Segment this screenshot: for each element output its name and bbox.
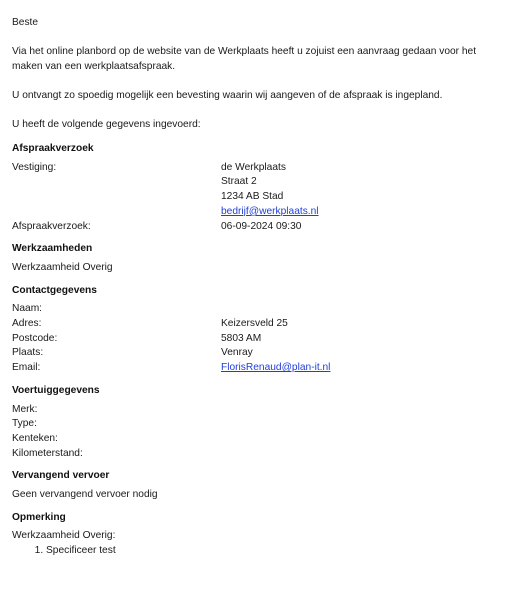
- vestiging-value: [221, 161, 497, 220]
- confirmation-paragraph: U ontvangt zo spoedig mogelijk een bevesting waarin wij aangeven of de afspraak is ingepland.: [12, 90, 443, 102]
- vervangend-vervoer-value: Geen vervangend vervoer nodig: [12, 489, 158, 501]
- row-merk: [12, 403, 497, 418]
- afspraak-label: Afspraakverzoek:: [12, 220, 91, 232]
- row-postcode: [12, 332, 497, 347]
- row-naam: [12, 302, 497, 317]
- row-email: [12, 361, 497, 376]
- postcode-value: 5803 AM: [221, 332, 262, 344]
- vestiging-label: Vestiging:: [12, 161, 57, 173]
- kilometerstand-label: Kilometerstand:: [12, 447, 83, 459]
- section-voertuiggegevens: [12, 384, 497, 462]
- row-vestiging: [12, 161, 497, 220]
- row-plaats: [12, 346, 497, 361]
- contact-email-link[interactable]: FlorisRenaud@plan-it.nl: [221, 362, 331, 374]
- section-opmerking: [12, 511, 497, 559]
- section-vervangend-vervoer: [12, 469, 497, 502]
- type-value: [221, 417, 497, 432]
- email-label: Email:: [12, 362, 41, 374]
- kenteken-label: Kenteken:: [12, 432, 58, 444]
- kenteken-value: [221, 432, 497, 447]
- vestiging-name: de Werkplaats: [221, 161, 286, 173]
- section-heading: Opmerking: [12, 511, 66, 523]
- postcode-label: Postcode:: [12, 332, 58, 344]
- werkzaamheid-item: Werkzaamheid Overig: [12, 261, 113, 273]
- row-afspraakverzoek: [12, 220, 497, 235]
- section-werkzaamheden: [12, 242, 497, 275]
- kilometerstand-value: [221, 447, 497, 462]
- type-label: Type:: [12, 418, 37, 430]
- vestiging-city: 1234 AB Stad: [221, 191, 284, 203]
- row-adres: [12, 317, 497, 332]
- opmerking-line: Werkzaamheid Overig:: [12, 530, 116, 542]
- section-heading: Voertuiggegevens: [12, 384, 100, 396]
- row-type: [12, 417, 497, 432]
- greeting: Beste: [12, 17, 39, 28]
- section-heading: Contactgegevens: [12, 284, 97, 296]
- merk-label: Merk:: [12, 403, 38, 415]
- adres-value: Keizersveld 25: [221, 318, 288, 330]
- section-contactgegevens: [12, 284, 497, 376]
- section-heading: Afspraakverzoek: [12, 143, 94, 155]
- section-afspraakverzoek: [12, 142, 497, 234]
- opmerking-list: [12, 544, 497, 559]
- naam-value: [221, 302, 497, 317]
- row-kilometerstand: [12, 447, 497, 462]
- row-kenteken: [12, 432, 497, 447]
- section-heading: Vervangend vervoer: [12, 470, 110, 482]
- vestiging-street: Straat 2: [221, 176, 257, 188]
- afspraak-value: 06-09-2024 09:30: [221, 220, 302, 232]
- naam-label: Naam:: [12, 303, 43, 315]
- merk-value: [221, 403, 497, 418]
- list-item: 1. Specificeer test: [46, 544, 497, 559]
- intro-paragraph: Via het online planbord op de website van de Werkplaats heeft u zojuist een aanvraag gedaan voor het maken van een werkplaatsafspraak.: [12, 46, 477, 72]
- vestiging-email-link[interactable]: bedrijf@werkplaats.nl: [221, 205, 319, 217]
- entered-intro: U heeft de volgende gegevens ingevoerd:: [12, 119, 201, 131]
- plaats-label: Plaats:: [12, 347, 44, 359]
- plaats-value: Venray: [221, 347, 253, 359]
- adres-label: Adres:: [12, 318, 42, 330]
- section-heading: Werkzaamheden: [12, 243, 93, 255]
